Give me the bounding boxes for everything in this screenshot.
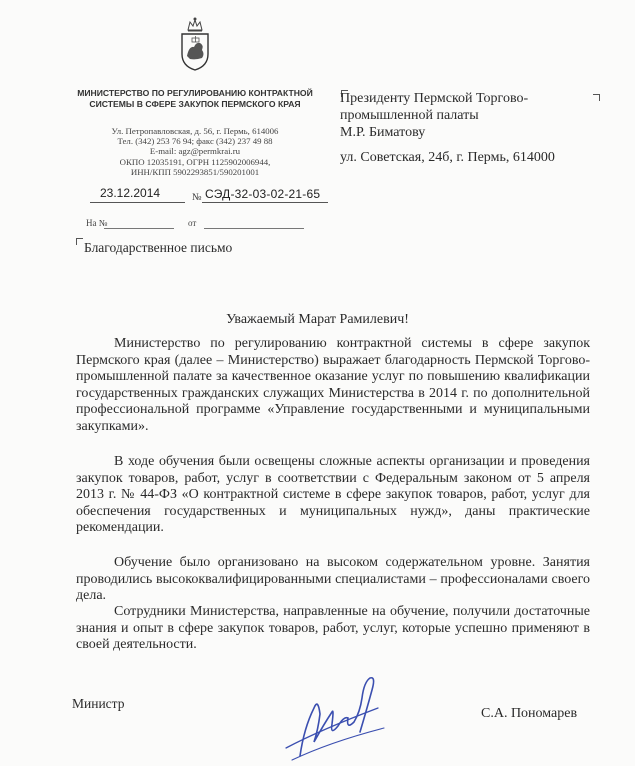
reply-to-label: На №: [86, 218, 108, 228]
ministry-name: МИНИСТЕРСТВО ПО РЕГУЛИРОВАНИЮ КОНТРАКТНОЙ СИСТЕМЫ В СФЕРЕ ЗАКУПОК ПЕРМСКОГО КРАЯ: [77, 88, 313, 109]
ministry-contacts: [70, 126, 320, 177]
ministry-phone: Тел. (342) 253 76 94; факс (342) 237 49 88: [117, 136, 273, 147]
recipient-block: [340, 90, 610, 141]
reply-from-line: [204, 228, 304, 229]
body-paragraph-2: В ходе обучения были освещены сложные аспекты организации и проведения закупок товаров, работ, услуг в соответствии с Федеральным законом от 5 апреля 2013 г. № 44-ФЗ «О контрактной системе в сфере закупок товаров, работ, услуг для обеспечения государственных и муниципальных нужд», даны практические рекомендации.: [76, 454, 590, 536]
signer-name: С.А. Пономарев: [481, 706, 578, 721]
ministry-codes-okpo: ОКПО 12035191, ОГРН 1125902006944,: [119, 156, 271, 167]
recipient-address: ул. Советская, 24б, г. Пермь, 614000: [340, 150, 555, 165]
ministry-codes-inn: ИНН/КПП 5902293851/590201001: [130, 166, 260, 177]
signer-position: Министр: [72, 696, 125, 711]
document-subject: Благодарственное письмо: [84, 240, 233, 255]
ministry-address: Ул. Петропавловская, д. 56, г. Пермь, 614006: [111, 126, 279, 136]
date-underline: [90, 202, 185, 203]
salutation: Уважаемый Марат Рамилевич!: [226, 312, 409, 327]
body-paragraph-4: Сотрудники Министерства, направленные на обучение, получили достаточные знания и опыт в сфере закупок товаров, работ, услуг, которые успешно применяют в своей деятельности.: [76, 604, 590, 653]
number-underline: [202, 202, 328, 203]
recipient-line-1: Президенту Пермской Торгово-: [340, 91, 529, 106]
handwritten-signature: [280, 668, 390, 764]
registration-number-label: №: [192, 192, 202, 203]
registration-date: 23.12.2014: [100, 186, 161, 200]
body-paragraph-1: Министерство по регулированию контрактной системы в сфере закупок Пермского края (далее – Министерство) выражает благодарность Пермской Торгово-промышленной палате за качественное оказание услуг по повышению квалификации государственных гражданских служащих Министерства в 2014 г. по дополнительной профессиональной программе «Управление государственными и муниципальными закупками».: [76, 336, 590, 434]
registration-number: СЭД-32-03-02-21-65: [205, 187, 321, 201]
recipient-line-2: промышленной палаты: [340, 108, 479, 123]
subject-corner-mark: [76, 238, 83, 245]
recipient-name: М.Р. Биматову: [340, 125, 426, 140]
ministry-email: E-mail: agz@permkrai.ru: [149, 146, 241, 157]
reply-from-label: от: [188, 218, 197, 228]
coat-of-arms-emblem: [178, 16, 212, 72]
reply-to-line: [104, 228, 174, 229]
body-paragraph-3: Обучение было организовано на высоком содержательном уровне. Занятия проводились высококвалифицированными специалистами – профессионалами своего дела.: [76, 555, 590, 604]
